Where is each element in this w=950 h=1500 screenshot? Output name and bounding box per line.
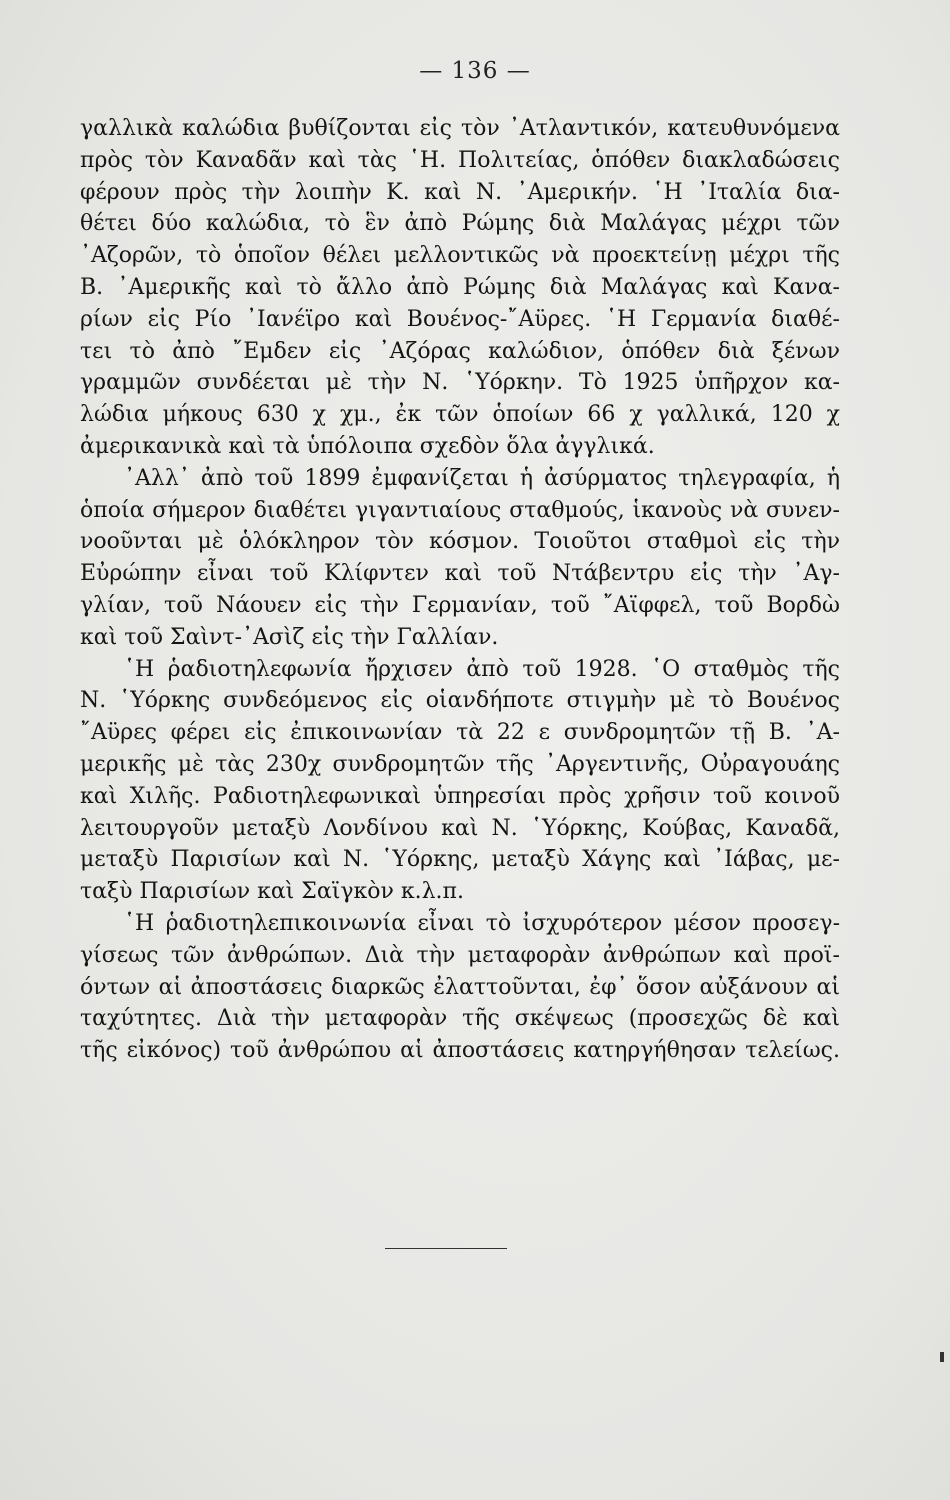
text-line: λειτουργοῦν μεταξὺ Λονδίνου καὶ Ν. ῾Υόρκης, Κούβας, Καναδᾶ, xyxy=(80,815,840,841)
text-line: ταχύτητες. Διὰ τὴν μεταφορὰν τῆς σκέψεως (προσεχῶς δὲ καὶ xyxy=(80,1006,840,1032)
text-line: ρίων εἰς Ρίο ᾿Ιανέϊρο καὶ Βουένος-῎Αϋρες. ῾Η Γερμανία διαθέ- xyxy=(80,306,840,332)
text-line: ᾿Αζορῶν, τὸ ὁποῖον θέλει μελλοντικῶς νὰ προεκτείνῃ μέχρι τῆς xyxy=(80,243,840,269)
text-line: λώδια μήκους 630 χ χμ., ἐκ τῶν ὁποίων 66 χ γαλλικά, 120 χ xyxy=(80,402,840,428)
text-line: όντων αἱ ἀποστάσεις διαρκῶς ἐλαττοῦνται, ἐφ᾿ ὅσον αὐξάνουν αἱ xyxy=(80,974,840,1000)
text-line: Β. ᾿Αμερικῆς καὶ τὸ ἄλλο ἀπὸ Ρώμης διὰ Μαλάγας καὶ Κανα- xyxy=(80,274,840,300)
text-line: τει τὸ ἀπὸ ῎Εμδεν εἰς ᾿Αζόρας καλώδιον, ὁπόθεν διὰ ξένων xyxy=(80,338,840,364)
text-line: μεταξὺ Παρισίων καὶ Ν. ῾Υόρκης, μεταξὺ Χάγης καὶ ᾿Ιάβας, με- xyxy=(80,847,840,873)
edge-mark xyxy=(940,1352,944,1362)
body-text xyxy=(80,113,840,1067)
text-line: ᾿Αλλ᾿ ἀπὸ τοῦ 1899 ἐμφανίζεται ἡ ἀσύρματος τηλεγραφία, ἡ xyxy=(124,465,840,491)
text-line: θέτει δύο καλώδια, τὸ ἓν ἀπὸ Ρώμης διὰ Μαλάγας μέχρι τῶν xyxy=(80,211,840,237)
text-line: καὶ Χιλῆς. Ραδιοτηλεφωνικαὶ ὑπηρεσίαι πρὸς χρῆσιν τοῦ κοινοῦ xyxy=(80,783,840,809)
text-line: ῎Αϋρες φέρει εἰς ἐπικοινωνίαν τὰ 22 ε συνδρομητῶν τῇ Β. ᾿Α- xyxy=(80,720,840,746)
text-line: ἀμερικανικὰ καὶ τὰ ὑπόλοιπα σχεδὸν ὅλα ἀγγλικά. xyxy=(80,433,655,459)
text-line: ῾Η ῥαδιοτηλεφωνία ἤρχισεν ἀπὸ τοῦ 1928. ῾Ο σταθμὸς τῆς xyxy=(124,656,840,682)
text-line: τῆς εἰκόνος) τοῦ ἀνθρώπου αἱ ἀποστάσεις κατηργήθησαν τελείως. xyxy=(80,1038,840,1064)
text-line: ὁποία σήμερον διαθέτει γιγαντιαίους σταθμούς, ἱκανοὺς νὰ συνεν- xyxy=(80,497,840,523)
text-line: γαλλικὰ καλώδια βυθίζονται εἰς τὸν ᾿Ατλαντικόν, κατευθυνόμενα xyxy=(80,116,840,141)
text-line: γραμμῶν συνδέεται μὲ τὴν Ν. ῾Υόρκην. Τὸ 1925 ὑπῆρχον κα- xyxy=(80,370,840,396)
page-number: — 136 — xyxy=(419,58,531,84)
text-line: νοοῦνται μὲ ὁλόκληρον τὸν κόσμον. Τοιοῦτοι σταθμοὶ εἰς τὴν xyxy=(80,529,840,555)
text-line: Εὐρώπην εἶναι τοῦ Κλίφντεν καὶ τοῦ Ντάβεντρυ εἰς τὴν ᾿Αγ- xyxy=(80,561,840,587)
text-line: ῾Η ῥαδιοτηλεπικοινωνία εἶναι τὸ ἰσχυρότερον μέσον προσεγ- xyxy=(124,910,840,936)
text-line: γλίαν, τοῦ Νάουεν εἰς τὴν Γερμανίαν, τοῦ ῎Αϊφφελ, τοῦ Βορδὼ xyxy=(80,592,840,618)
text-line: πρὸς τὸν Καναδᾶν καὶ τὰς ῾Η. Πολιτείας, ὁπόθεν διακλαδώσεις xyxy=(80,147,840,173)
text-line: Ν. ῾Υόρκης συνδεόμενος εἰς οἱανδήποτε στιγμὴν μὲ τὸ Βουένος xyxy=(80,688,840,714)
text-line: μερικῆς μὲ τὰς 230χ συνδρομητῶν τῆς ᾿Αργεντινῆς, Οὐραγουάης xyxy=(80,751,840,777)
text-line: ταξὺ Παρισίων καὶ Σαϊγκὸν κ.λ.π. xyxy=(80,879,464,905)
end-of-text-rule xyxy=(385,1248,507,1249)
text-line: γίσεως τῶν ἀνθρώπων. Διὰ τὴν μεταφορὰν ἀνθρώπων καὶ προϊ- xyxy=(80,942,840,968)
text-line: καὶ τοῦ Σαὶντ-᾿Ασὶζ εἰς τὴν Γαλλίαν. xyxy=(80,624,499,650)
text-line: φέρουν πρὸς τὴν λοιπὴν Κ. καὶ Ν. ᾿Αμερικήν. ῾Η ᾿Ιταλία δια- xyxy=(80,179,840,205)
